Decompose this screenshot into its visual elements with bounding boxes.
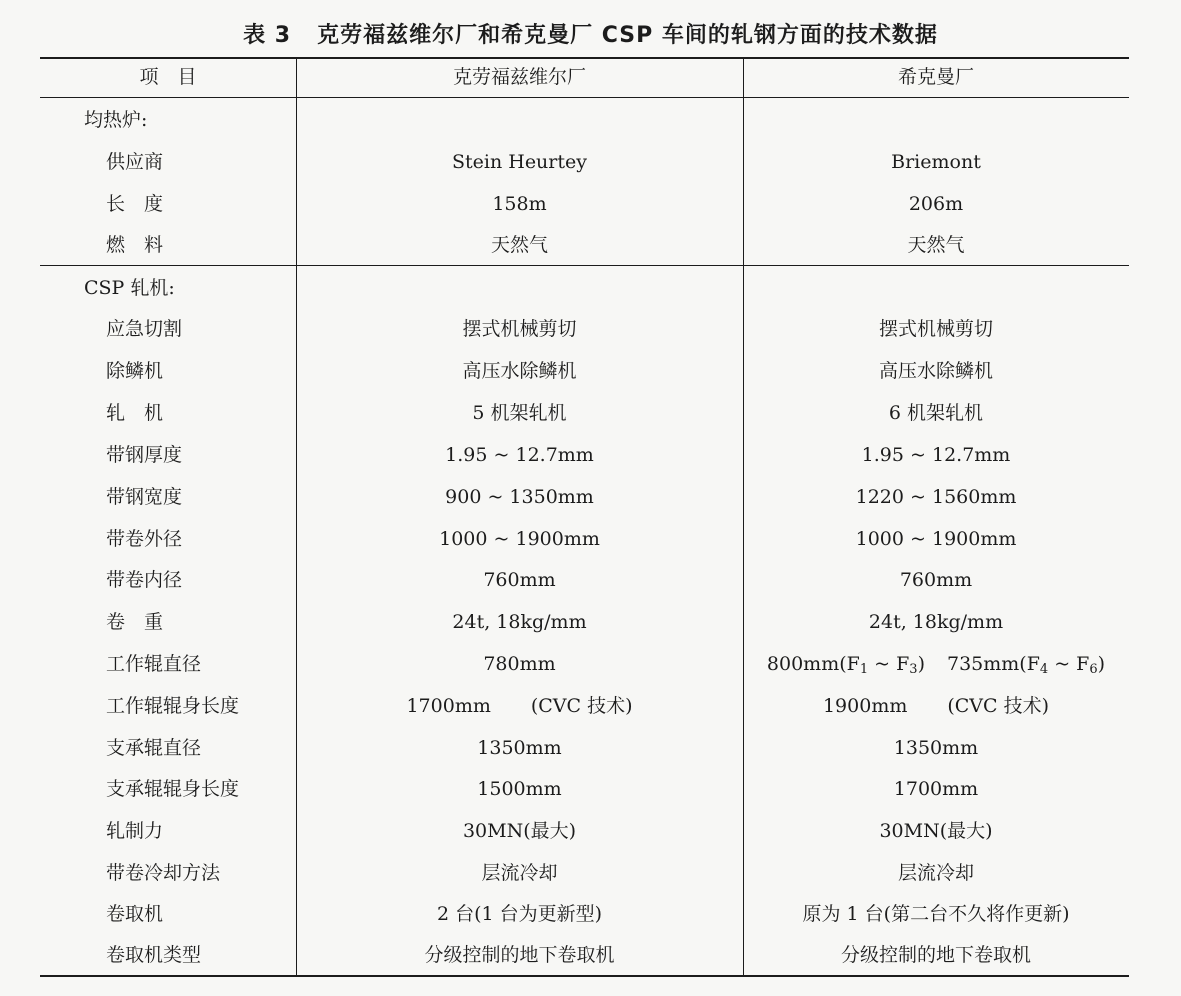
- row-label: 支承辊直径: [106, 737, 202, 759]
- plant1-value: 158m: [492, 193, 547, 215]
- section-row: [40, 99, 1129, 141]
- plant1-value: 天然气: [490, 234, 548, 256]
- plant1-value: 760mm: [483, 569, 556, 591]
- row-label: 带卷冷却方法: [106, 862, 221, 884]
- plant2-value: 1700mm: [893, 778, 979, 800]
- table-caption: 克劳福兹维尔厂和希克曼厂 CSP 车间的轧钢方面的技术数据: [317, 23, 938, 48]
- plant2-value: 天然气: [907, 234, 965, 256]
- plant2-value: 层流冷却: [897, 862, 974, 884]
- table-row: [40, 601, 1129, 643]
- row-label: 轧 机: [106, 402, 164, 424]
- value-part: 735mm(F: [947, 653, 1040, 675]
- plant1-value: 分级控制的地下卷取机: [424, 944, 615, 966]
- plant2-value: 1000 ~ 1900mm: [855, 528, 1017, 550]
- plant2-value: 206m: [908, 193, 964, 215]
- plant2-value: 高压水除鳞机: [878, 360, 993, 382]
- row-label: 卷取机: [106, 903, 164, 925]
- row-label: 工作辊辊身长度: [106, 695, 240, 717]
- table-row: [40, 852, 1129, 894]
- table-row: [40, 434, 1129, 476]
- section-label: CSP 轧机:: [84, 277, 175, 299]
- table-row: [40, 350, 1129, 392]
- plant2-value: 24t, 18kg/mm: [868, 611, 1004, 633]
- subscript: 3: [909, 662, 918, 677]
- row-label: 卷取机类型: [106, 944, 202, 966]
- row-label: 带钢厚度: [106, 444, 183, 466]
- plant1-value: 2 台(1 台为更新型): [436, 903, 603, 925]
- row-label: 卷 重: [106, 611, 164, 633]
- plant1-value: 30MN(最大): [462, 820, 577, 842]
- table-row: [40, 810, 1129, 852]
- header-plant2: 希克曼厂: [897, 66, 974, 88]
- plant1-value: 1350mm: [477, 737, 562, 759]
- value-part: (CVC 技术): [947, 695, 1050, 717]
- row-label: 除鳞机: [106, 360, 164, 382]
- plant1-value: 780mm: [483, 653, 556, 675]
- plant1-value: 1000 ~ 1900mm: [439, 528, 600, 550]
- header-plant1: 克劳福兹维尔厂: [452, 66, 586, 88]
- plant2-value: 30MN(最大): [879, 820, 993, 842]
- plant2-value: 760mm: [899, 569, 973, 591]
- plant2-value: 6 机架轧机: [888, 402, 984, 424]
- value-part: 1900mm: [822, 695, 908, 717]
- plant2-value: 原为 1 台(第二台不久将作更新): [802, 903, 1070, 925]
- table-row: [40, 518, 1129, 560]
- row-label: 供应商: [106, 151, 164, 173]
- table-number: 表 3: [243, 23, 292, 48]
- row-label: 工作辊直径: [106, 653, 202, 675]
- table-header: [40, 56, 1129, 98]
- plant2-value: 摆式机械剪切: [878, 318, 993, 340]
- subscript: 4: [1039, 662, 1049, 677]
- plant2-value: 1.95 ~ 12.7mm: [861, 444, 1011, 466]
- table-row: [40, 476, 1129, 518]
- value-part: ): [1097, 653, 1106, 675]
- table-row: [40, 768, 1129, 810]
- plant1-value: 摆式机械剪切: [462, 318, 577, 340]
- row-label: 长 度: [106, 193, 164, 215]
- value-part: 800mm(F: [766, 653, 860, 675]
- row-label: 燃 料: [106, 234, 164, 256]
- value-part: ~ F: [868, 653, 910, 675]
- header-item: 项 目: [139, 66, 197, 88]
- table-row: [40, 559, 1129, 601]
- plant2-value: Briemont: [891, 151, 981, 173]
- value-part: 1700mm: [406, 695, 491, 717]
- plant1-value: Stein Heurtey: [452, 151, 587, 173]
- plant1-value: 层流冷却: [481, 862, 558, 884]
- row-label: 带卷外径: [106, 528, 183, 550]
- plant1-value: 5 机架轧机: [472, 402, 567, 424]
- row-label: 支承辊辊身长度: [106, 778, 240, 800]
- plant2-value: [743, 685, 1129, 727]
- table-row: [40, 727, 1129, 769]
- value-part: ): [917, 653, 925, 675]
- plant2-value: 1350mm: [893, 737, 979, 759]
- plant1-value: 高压水除鳞机: [462, 360, 577, 382]
- plant2-value: [743, 643, 1129, 685]
- row-label: 轧制力: [106, 820, 164, 842]
- row-label: 带钢宽度: [106, 486, 183, 508]
- table-row: [40, 141, 1129, 183]
- table-title: [0, 18, 1181, 49]
- plant1-value: 1500mm: [477, 778, 562, 800]
- table-row: [40, 934, 1129, 976]
- table-row: [40, 685, 1129, 727]
- table-row: [40, 893, 1129, 935]
- section-row: [40, 267, 1129, 309]
- plant1-value: 900 ~ 1350mm: [445, 486, 594, 508]
- row-label: 应急切割: [106, 318, 183, 340]
- table-row: [40, 308, 1129, 350]
- subscript: 6: [1089, 662, 1098, 677]
- plant2-value: 1220 ~ 1560mm: [855, 486, 1017, 508]
- section-label: 均热炉:: [84, 109, 148, 131]
- value-part: (CVC 技术): [530, 695, 633, 717]
- table-row: [40, 643, 1129, 685]
- plant1-value: 24t, 18kg/mm: [452, 611, 587, 633]
- row-label: 带卷内径: [106, 569, 183, 591]
- table-row: [40, 183, 1129, 225]
- value-part: ~ F: [1048, 653, 1090, 675]
- plant1-value: [296, 685, 743, 727]
- plant1-value: 1.95 ~ 12.7mm: [445, 444, 594, 466]
- plant2-value: 分级控制的地下卷取机: [840, 944, 1031, 966]
- table-row: [40, 392, 1129, 434]
- table-row: [40, 224, 1129, 266]
- subscript: 1: [859, 662, 869, 677]
